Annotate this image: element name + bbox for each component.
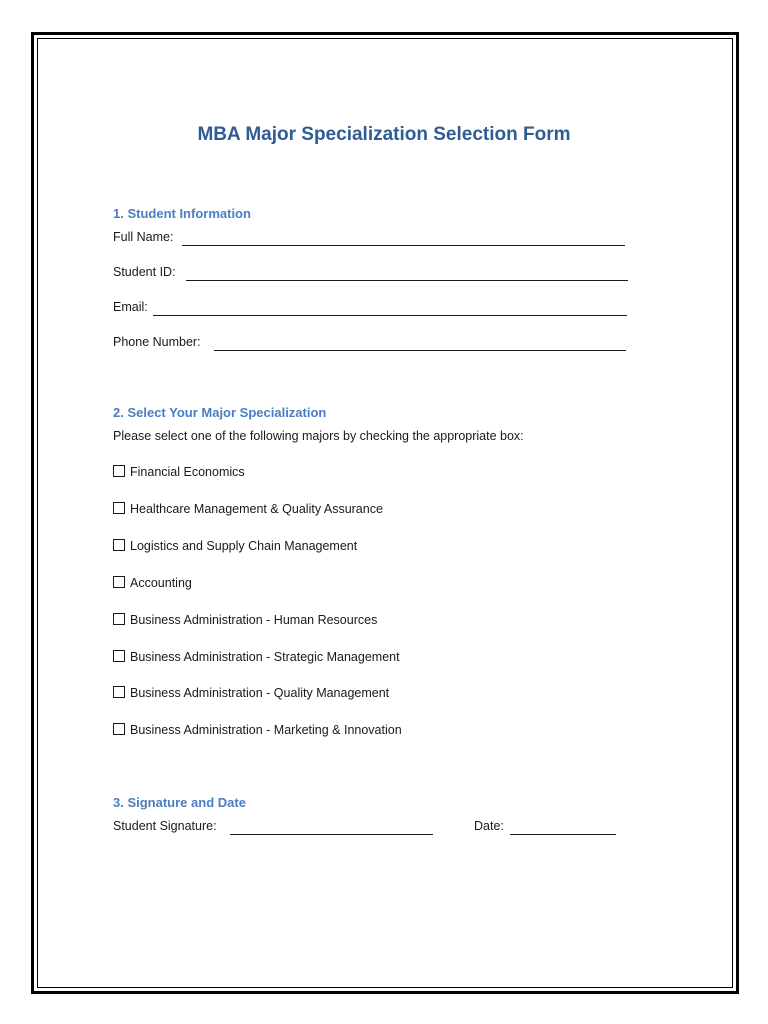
date-field[interactable] [510,834,616,835]
email-label: Email: [113,300,148,314]
major-instructions: Please select one of the following majors by checking the appropriate box: [113,429,524,443]
major-option[interactable] [113,723,402,737]
checkbox[interactable] [113,613,125,625]
full-name-label: Full Name: [113,230,174,244]
major-option-label: Logistics and Supply Chain Management [130,539,358,553]
phone-number-field[interactable] [214,350,626,351]
checkbox[interactable] [113,465,125,477]
major-option[interactable] [113,502,383,516]
phone-number-label: Phone Number: [113,335,201,349]
major-option-label: Business Administration - Quality Management [130,686,390,700]
major-option-label: Accounting [130,576,192,590]
major-option[interactable] [113,613,377,627]
major-option-label: Business Administration - Human Resources [130,613,378,627]
checkbox[interactable] [113,502,125,514]
email-field[interactable] [153,315,627,316]
form-title: MBA Major Specialization Selection Form [197,124,571,145]
full-name-field[interactable] [182,245,625,246]
major-option[interactable] [113,539,357,553]
student-id-field[interactable] [186,280,628,281]
major-option[interactable] [113,686,389,700]
checkbox[interactable] [113,576,125,588]
major-option-label: Business Administration - Strategic Management [130,650,400,664]
major-option[interactable] [113,465,245,479]
checkbox[interactable] [113,686,125,698]
major-option[interactable] [113,650,400,664]
checkbox[interactable] [113,539,125,551]
signature-field[interactable] [230,834,433,835]
major-option[interactable] [113,576,192,590]
signature-label: Student Signature: [113,819,217,833]
checkbox[interactable] [113,723,125,735]
section-heading-major: 2. Select Your Major Specialization [113,405,327,420]
student-id-label: Student ID: [113,265,176,279]
major-option-label: Healthcare Management & Quality Assurance [130,502,383,516]
date-label: Date: [474,819,504,833]
major-option-label: Financial Economics [130,465,245,479]
checkbox[interactable] [113,650,125,662]
section-heading-signature: 3. Signature and Date [113,795,246,810]
major-option-label: Business Administration - Marketing & Innovation [130,723,402,737]
section-heading-student-info: 1. Student Information [113,206,251,221]
